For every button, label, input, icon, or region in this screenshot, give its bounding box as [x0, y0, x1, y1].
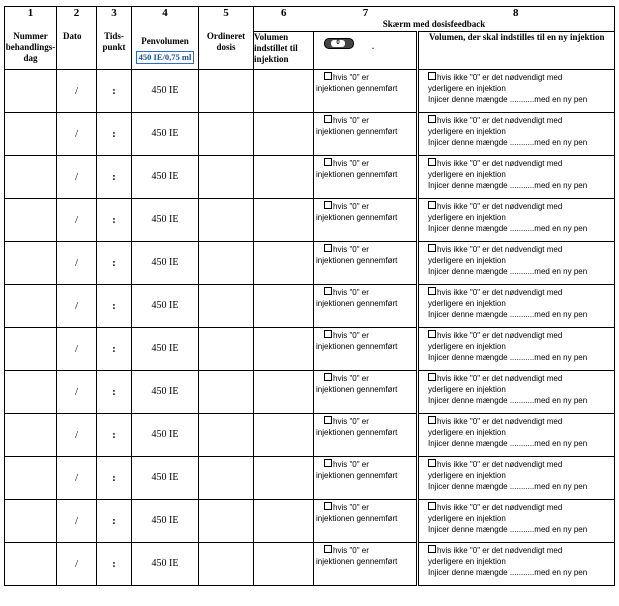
screen-feedback-cell [314, 370, 418, 413]
date-separator: / [74, 514, 79, 527]
pen-volume-value-box: 450 IE/0,75 ml [136, 51, 195, 64]
time-cell[interactable] [97, 370, 132, 413]
col8-line1: hvis ikke "0" er det nødvendigt med [437, 545, 563, 555]
new-injection-cell [418, 456, 615, 499]
pen-volume-value: 450 IE [151, 429, 179, 440]
date-cell[interactable] [57, 456, 97, 499]
col-num-5: 5 [199, 7, 254, 20]
pen-volume-cell [132, 456, 199, 499]
screen-feedback-cell [314, 69, 418, 112]
volume-set-cell[interactable] [254, 155, 314, 198]
pen-volume-value: 450 IE [151, 515, 179, 526]
hdr-spacer [199, 19, 254, 31]
col7-line1: hvis "0" er [333, 201, 369, 211]
treatment-day-cell[interactable] [5, 112, 57, 155]
col7-line1: hvis "0" er [333, 502, 369, 512]
group-header-screen-feedback: Skærm med dosisfeedback [254, 19, 615, 31]
volume-set-cell[interactable] [254, 370, 314, 413]
pen-volume-cell [132, 370, 199, 413]
col7-line1: hvis "0" er [333, 545, 369, 555]
col7-line2: injektionen gennemført [316, 556, 398, 566]
treatment-day-cell[interactable] [5, 370, 57, 413]
col8-line3: Injicer denne mængde ...........med en ny pen [428, 266, 588, 276]
col-num-3: 3 [97, 7, 132, 20]
treatment-day-cell[interactable] [5, 499, 57, 542]
prescribed-dose-cell[interactable] [199, 370, 254, 413]
treatment-day-cell[interactable] [5, 155, 57, 198]
col8-line1: hvis ikke "0" er det nødvendigt med [437, 287, 563, 297]
col7-line2: injektionen gennemført [316, 298, 398, 308]
screen-feedback-cell [314, 198, 418, 241]
new-injection-cell [418, 155, 615, 198]
volume-set-cell[interactable] [254, 499, 314, 542]
pen-volume-cell [132, 327, 199, 370]
new-injection-cell [418, 413, 615, 456]
time-cell[interactable] [97, 499, 132, 542]
col8-line3: Injicer denne mængde ...........med en ny pen [428, 438, 588, 448]
time-cell[interactable] [97, 69, 132, 112]
col8-line2: yderligere en injektion [428, 298, 506, 308]
new-injection-cell [418, 284, 615, 327]
col8-line3: Injicer denne mængde ...........med en ny pen [428, 309, 588, 319]
col8-line1: hvis ikke "0" er det nødvendigt med [437, 459, 563, 469]
pen-volume-value: 450 IE [151, 214, 179, 225]
col8-line1: hvis ikke "0" er det nødvendigt med [437, 330, 563, 340]
time-separator: : [112, 84, 116, 97]
date-separator: / [74, 84, 79, 97]
col8-line3: Injicer denne mængde ...........med en ny pen [428, 567, 588, 577]
col-num-2: 2 [57, 7, 97, 20]
pen-volume-value: 450 IE [151, 300, 179, 311]
treatment-day-cell[interactable] [5, 542, 57, 585]
time-cell[interactable] [97, 198, 132, 241]
pen-volume-label: Penvolumen [141, 36, 189, 46]
pen-volume-cell [132, 112, 199, 155]
new-injection-cell [418, 542, 615, 585]
col7-line2: injektionen gennemført [316, 513, 398, 523]
col8-line1: hvis ikke "0" er det nødvendigt med [437, 502, 563, 512]
col8-line3: Injicer denne mængde ...........med en ny pen [428, 395, 588, 405]
checkbox-not-zero[interactable] [428, 244, 436, 252]
date-separator: / [74, 213, 79, 226]
new-injection-cell [418, 499, 615, 542]
screen-feedback-cell [314, 112, 418, 155]
col8-line3: Injicer denne mængde ...........med en ny pen [428, 180, 588, 190]
col8-line2: yderligere en injektion [428, 126, 506, 136]
date-cell[interactable] [57, 155, 97, 198]
date-separator: / [74, 299, 79, 312]
dose-window-value: 0 [331, 40, 345, 47]
new-injection-cell [418, 112, 615, 155]
date-cell[interactable] [57, 284, 97, 327]
prescribed-dose-cell[interactable] [199, 69, 254, 112]
col8-line2: yderligere en injektion [428, 255, 506, 265]
prescribed-dose-cell[interactable] [199, 155, 254, 198]
new-injection-cell [418, 327, 615, 370]
checkbox-zero[interactable] [324, 201, 332, 209]
date-separator: / [74, 385, 79, 398]
prescribed-dose-cell[interactable] [199, 284, 254, 327]
checkbox-zero[interactable] [324, 244, 332, 252]
table-row [5, 112, 615, 155]
col8-line1: hvis ikke "0" er det nødvendigt med [437, 416, 563, 426]
treatment-day-cell[interactable] [5, 284, 57, 327]
col-label-date: Dato [57, 31, 97, 69]
col8-line2: yderligere en injektion [428, 470, 506, 480]
pen-volume-value: 450 IE [151, 558, 179, 569]
screen-dot: . [372, 41, 374, 51]
screen-feedback-cell [314, 241, 418, 284]
volume-set-cell[interactable] [254, 69, 314, 112]
volume-set-cell[interactable] [254, 241, 314, 284]
table-row [5, 198, 615, 241]
col7-line1: hvis "0" er [333, 115, 369, 125]
time-cell[interactable] [97, 241, 132, 284]
time-separator: : [112, 471, 116, 484]
checkbox-zero[interactable] [324, 115, 332, 123]
treatment-day-cell[interactable] [5, 198, 57, 241]
date-separator: / [74, 557, 79, 570]
pen-volume-value: 450 IE [151, 386, 179, 397]
col8-line2: yderligere en injektion [428, 341, 506, 351]
date-separator: / [74, 256, 79, 269]
prescribed-dose-cell[interactable] [199, 542, 254, 585]
prescribed-dose-cell[interactable] [199, 112, 254, 155]
col-label-screen [314, 31, 418, 69]
dose-window-icon [324, 38, 354, 49]
time-separator: : [112, 256, 116, 269]
volume-set-cell[interactable] [254, 413, 314, 456]
date-separator: / [74, 471, 79, 484]
hdr-spacer [132, 19, 199, 31]
checkbox-zero[interactable] [324, 287, 332, 295]
col7-line1: hvis "0" er [333, 158, 369, 168]
col8-line3: Injicer denne mængde ...........med en ny pen [428, 352, 588, 362]
date-cell[interactable] [57, 499, 97, 542]
col-label-pen-volume [132, 31, 199, 69]
treatment-day-cell[interactable] [5, 413, 57, 456]
col7-line1: hvis "0" er [333, 72, 369, 82]
checkbox-not-zero[interactable] [428, 287, 436, 295]
pen-volume-value: 450 IE [151, 171, 179, 182]
screen-feedback-cell [314, 499, 418, 542]
screen-feedback-cell [314, 542, 418, 585]
screen-feedback-cell [314, 456, 418, 499]
checkbox-zero[interactable] [324, 545, 332, 553]
pen-volume-value: 450 IE [151, 343, 179, 354]
time-cell[interactable] [97, 456, 132, 499]
col8-line3: Injicer denne mængde ...........med en ny pen [428, 94, 588, 104]
col7-line2: injektionen gennemført [316, 126, 398, 136]
time-separator: : [112, 170, 116, 183]
date-separator: / [74, 342, 79, 355]
col8-line3: Injicer denne mængde ...........med en ny pen [428, 481, 588, 491]
pen-volume-value: 450 IE [151, 472, 179, 483]
volume-set-cell[interactable] [254, 542, 314, 585]
col7-line2: injektionen gennemført [316, 83, 398, 93]
table-row [5, 499, 615, 542]
checkbox-not-zero[interactable] [428, 158, 436, 166]
col8-line2: yderligere en injektion [428, 427, 506, 437]
col7-line1: hvis "0" er [333, 287, 369, 297]
col-num-4: 4 [132, 7, 199, 20]
time-cell[interactable] [97, 112, 132, 155]
treatment-day-cell[interactable] [5, 241, 57, 284]
col7-line1: hvis "0" er [333, 373, 369, 383]
col7-line2: injektionen gennemført [316, 212, 398, 222]
date-separator: / [74, 127, 79, 140]
col7-line2: injektionen gennemført [316, 384, 398, 394]
treatment-day-cell[interactable] [5, 327, 57, 370]
pen-volume-value: 450 IE [151, 128, 179, 139]
checkbox-zero[interactable] [324, 416, 332, 424]
table-row [5, 284, 615, 327]
col7-line2: injektionen gennemført [316, 169, 398, 179]
volume-set-cell[interactable] [254, 456, 314, 499]
pen-volume-cell [132, 198, 199, 241]
screen-feedback-cell [314, 155, 418, 198]
time-separator: : [112, 127, 116, 140]
time-cell[interactable] [97, 413, 132, 456]
table-row [5, 241, 615, 284]
prescribed-dose-cell[interactable] [199, 198, 254, 241]
new-injection-cell [418, 241, 615, 284]
checkbox-not-zero[interactable] [428, 545, 436, 553]
col8-line1: hvis ikke "0" er det nødvendigt med [437, 244, 563, 254]
pen-volume-cell [132, 284, 199, 327]
treatment-day-cell[interactable] [5, 69, 57, 112]
checkbox-not-zero[interactable] [428, 459, 436, 467]
time-separator: : [112, 557, 116, 570]
col8-line1: hvis ikke "0" er det nødvendigt med [437, 158, 563, 168]
screen-feedback-cell [314, 327, 418, 370]
time-cell[interactable] [97, 284, 132, 327]
col8-line1: hvis ikke "0" er det nødvendigt med [437, 373, 563, 383]
screen-feedback-cell [314, 284, 418, 327]
volume-set-cell[interactable] [254, 112, 314, 155]
checkbox-not-zero[interactable] [428, 72, 436, 80]
col-label-volume-set: Volumen indstillet til injektion [254, 31, 314, 69]
pen-volume-cell [132, 499, 199, 542]
col8-line2: yderligere en injektion [428, 513, 506, 523]
date-separator: / [74, 170, 79, 183]
volume-set-cell[interactable] [254, 327, 314, 370]
col-num-8: 8 [418, 7, 615, 20]
pen-volume-value: 450 IE [151, 85, 179, 96]
col8-line1: hvis ikke "0" er det nødvendigt med [437, 201, 563, 211]
table-row [5, 327, 615, 370]
date-cell[interactable] [57, 69, 97, 112]
col-label-treatment-day: Nummer behandlings-dag [5, 31, 57, 69]
col-num-1: 1 [5, 7, 57, 20]
prescribed-dose-cell[interactable] [199, 327, 254, 370]
new-injection-cell [418, 198, 615, 241]
pen-volume-cell [132, 241, 199, 284]
pen-volume-cell [132, 542, 199, 585]
table-row [5, 370, 615, 413]
checkbox-not-zero[interactable] [428, 115, 436, 123]
date-separator: / [74, 428, 79, 441]
hdr-spacer [5, 19, 57, 31]
checkbox-zero[interactable] [324, 72, 332, 80]
pen-volume-value: 450 IE [151, 257, 179, 268]
col7-line2: injektionen gennemført [316, 341, 398, 351]
checkbox-not-zero[interactable] [428, 373, 436, 381]
checkbox-not-zero[interactable] [428, 416, 436, 424]
new-injection-cell [418, 370, 615, 413]
table-row [5, 413, 615, 456]
time-separator: : [112, 428, 116, 441]
volume-set-cell[interactable] [254, 198, 314, 241]
checkbox-not-zero[interactable] [428, 330, 436, 338]
date-cell[interactable] [57, 198, 97, 241]
pen-volume-cell [132, 69, 199, 112]
time-cell[interactable] [97, 327, 132, 370]
dosing-log-table [4, 6, 615, 586]
table-row [5, 456, 615, 499]
prescribed-dose-cell[interactable] [199, 241, 254, 284]
date-cell[interactable] [57, 413, 97, 456]
treatment-day-cell[interactable] [5, 456, 57, 499]
time-cell[interactable] [97, 155, 132, 198]
table-row [5, 155, 615, 198]
checkbox-zero[interactable] [324, 502, 332, 510]
screen-feedback-cell [314, 413, 418, 456]
col8-line2: yderligere en injektion [428, 212, 506, 222]
col8-line2: yderligere en injektion [428, 83, 506, 93]
time-separator: : [112, 514, 116, 527]
col7-line1: hvis "0" er [333, 244, 369, 254]
col8-line1: hvis ikke "0" er det nødvendigt med [437, 72, 563, 82]
col8-line2: yderligere en injektion [428, 556, 506, 566]
col8-line3: Injicer denne mængde ...........med en ny pen [428, 524, 588, 534]
table-row [5, 542, 615, 585]
time-separator: : [112, 342, 116, 355]
time-separator: : [112, 299, 116, 312]
checkbox-zero[interactable] [324, 158, 332, 166]
table-row [5, 69, 615, 112]
col7-line1: hvis "0" er [333, 459, 369, 469]
col7-line2: injektionen gennemført [316, 470, 398, 480]
volume-set-cell[interactable] [254, 284, 314, 327]
col-label-new-injection-volume: Volumen, der skal indstilles til en ny injektion [418, 31, 615, 69]
col-num-6: 6 [254, 7, 314, 20]
checkbox-zero[interactable] [324, 459, 332, 467]
checkbox-zero[interactable] [324, 330, 332, 338]
time-cell[interactable] [97, 542, 132, 585]
col8-line3: Injicer denne mængde ...........med en ny pen [428, 137, 588, 147]
pen-volume-cell [132, 413, 199, 456]
new-injection-cell [418, 69, 615, 112]
col-label-time: Tids-punkt [97, 31, 132, 69]
col8-line2: yderligere en injektion [428, 384, 506, 394]
col7-line1: hvis "0" er [333, 330, 369, 340]
date-cell[interactable] [57, 112, 97, 155]
pen-volume-cell [132, 155, 199, 198]
checkbox-not-zero[interactable] [428, 502, 436, 510]
col8-line1: hvis ikke "0" er det nødvendigt med [437, 115, 563, 125]
prescribed-dose-cell[interactable] [199, 456, 254, 499]
date-cell[interactable] [57, 542, 97, 585]
time-separator: : [112, 213, 116, 226]
col7-line2: injektionen gennemført [316, 255, 398, 265]
checkbox-not-zero[interactable] [428, 201, 436, 209]
prescribed-dose-cell[interactable] [199, 413, 254, 456]
col-label-prescribed-dose: Ordineret dosis [199, 31, 254, 69]
col7-line1: hvis "0" er [333, 416, 369, 426]
date-cell[interactable] [57, 241, 97, 284]
prescribed-dose-cell[interactable] [199, 499, 254, 542]
time-separator: : [112, 385, 116, 398]
col7-line2: injektionen gennemført [316, 427, 398, 437]
hdr-spacer [57, 19, 97, 31]
col-num-7: 7 [314, 7, 418, 20]
date-cell[interactable] [57, 370, 97, 413]
date-cell[interactable] [57, 327, 97, 370]
col8-line3: Injicer denne mængde ...........med en ny pen [428, 223, 588, 233]
col8-line2: yderligere en injektion [428, 169, 506, 179]
hdr-spacer [97, 19, 132, 31]
checkbox-zero[interactable] [324, 373, 332, 381]
